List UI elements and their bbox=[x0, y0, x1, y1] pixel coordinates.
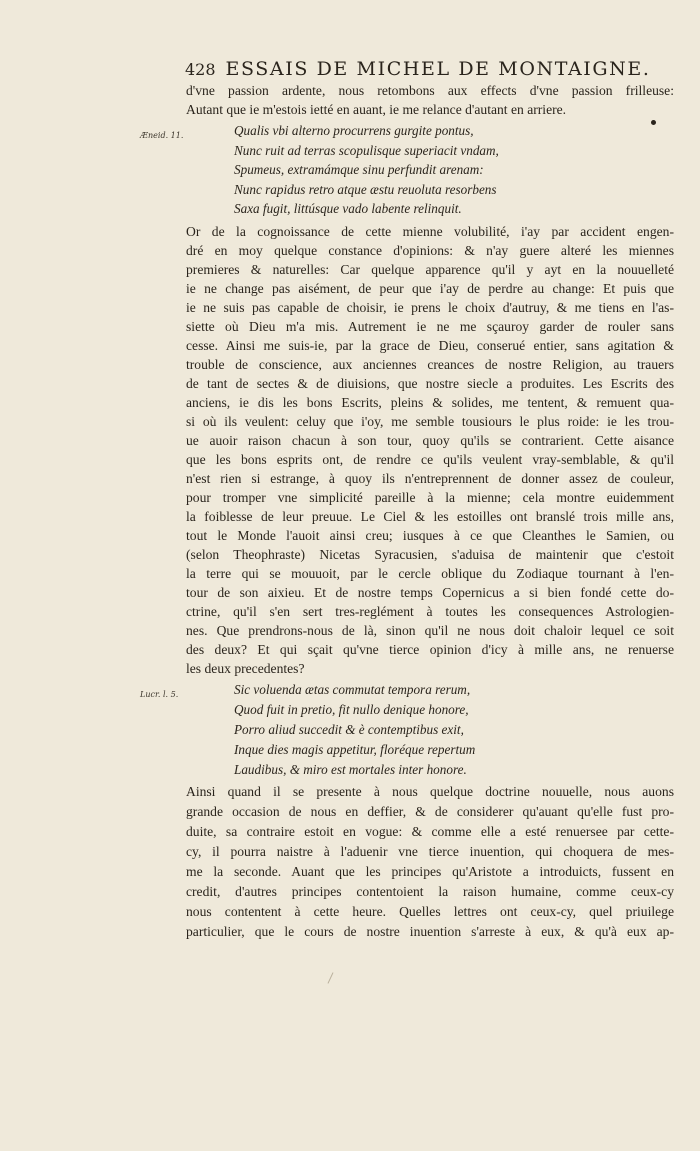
paragraph-line: nes. Que prendrons-nous de là, sinon qu'il ne nous doit chaloir lequel ce soit bbox=[186, 623, 674, 638]
paragraph-line: anciens, ie dis les bons Escrits, pleins & solides, me tentent, & remuent qua- bbox=[186, 395, 674, 410]
verse-line: Inque dies magis appetitur, floréque repertum bbox=[234, 742, 476, 757]
paragraph-line: cy, il pourra naistre à l'aduenir vne tierce inuention, qui choquera de mes- bbox=[186, 844, 674, 859]
verse-line: Saxa fugit, littúsque vado labente relinquit. bbox=[234, 201, 462, 216]
ink-dot bbox=[651, 120, 656, 125]
paragraph-line: la terre qui se mouuoit, par le cercle oblique du Zodiaque tournant à l'en- bbox=[186, 566, 674, 581]
paragraph-line: (selon Theophraste) Nicetas Syracusien, s'aduisa de maintenir que c'estoit bbox=[186, 547, 674, 562]
paragraph-line: premieres & naturelles: Car quelque apparence qu'il y ayt en la nouuelleté bbox=[186, 262, 674, 277]
verse-line: Quod fuit in pretio, fit nullo denique honore, bbox=[234, 702, 469, 717]
page-number: 428 bbox=[185, 60, 216, 79]
paragraph-line: duite, sa contraire estoit en vogue: & comme elle a esté renuersee par cette- bbox=[186, 824, 674, 839]
paragraph-line: ie ne change pas aisément, de peur que i'ay de perdre au change: Et puis que bbox=[186, 281, 674, 296]
paragraph-line: tour de son aixieu. Et de nostre temps Copernicus a si bien fondé cette do- bbox=[186, 585, 674, 600]
paragraph-line: ue auoir raison chacun à son tour, quoy qu'ils se contrarient. Cette aisance bbox=[186, 433, 674, 448]
paragraph-line: Or de la cognoissance de cette mienne volubilité, i'ay par accident engen- bbox=[186, 224, 674, 239]
paragraph-line: siette où Dieu m'a mis. Autrement ie ne me sçauroy garder de rouler sans bbox=[186, 319, 674, 334]
intro-line: d'vne passion ardente, nous retombons aux effects d'vne passion frilleuse: bbox=[186, 83, 674, 98]
paragraph-line: credit, d'autres principes contentoient la raison humaine, comme ceux-cy bbox=[186, 884, 674, 899]
paragraph-line: pour tromper vne simplicité pareille à la mienne; cela montre euidemment bbox=[186, 490, 674, 505]
paragraph-line: les deux precedentes? bbox=[186, 661, 305, 676]
paragraph-line: ctrine, qu'il s'en sert tres-reglément à toutes les consequences Astrologien- bbox=[186, 604, 674, 619]
paragraph-line: ie ne suis pas capable de choisir, ie prens le choix d'autruy, & me tiens en l'as- bbox=[186, 300, 674, 315]
paragraph-line: n'est rien si estrange, à quoy ils n'entreprennent de donner assez de couleur, bbox=[186, 471, 674, 486]
verse-line: Qualis vbi alterno procurrens gurgite pontus, bbox=[234, 123, 474, 138]
paragraph-line: trouble de conscience, aux anciennes creances de nostre Religion, au trauers bbox=[186, 357, 674, 372]
stray-mark bbox=[328, 972, 334, 983]
paragraph-line: me la seconde. Auant que les principes qu'Aristote a introduicts, fussent en bbox=[186, 864, 674, 879]
margin-note-lucretius: Lucr. l. 5. bbox=[140, 690, 179, 699]
paragraph-line: cesse. Ainsi me suis-ie, par la grace de Dieu, conserué entier, sans agitation & bbox=[186, 338, 674, 353]
paragraph-line: dré en moy quelque constance d'opinions: & n'ay guere alteré les miennes bbox=[186, 243, 674, 258]
paragraph-line: que les bons esprits ont, de rendre ce qu'ils veulent vray-semblable, & qu'il bbox=[186, 452, 674, 467]
paragraph-line: Ainsi quand il se presente à nous quelque doctrine nouuelle, nous auons bbox=[186, 784, 674, 799]
verse-line: Spumeus, extramámque sinu perfundit arenam: bbox=[234, 162, 484, 177]
verse-line: Nunc ruit ad terras scopulisque superiacit vndam, bbox=[234, 143, 499, 158]
margin-note-aeneid: Æneid. 11. bbox=[140, 131, 184, 140]
intro-line: Autant que ie m'estois ietté en auant, ie me relance d'autant en arriere. bbox=[186, 102, 567, 117]
paragraph-line: tout le Monde l'auoit ainsi creu; iusques à ce que Cleanthes le Samien, ou bbox=[186, 528, 674, 543]
verse-line: Laudibus, & miro est mortales inter honore. bbox=[234, 762, 467, 777]
running-title: ESSAIS DE MICHEL DE MONTAIGNE. bbox=[225, 58, 651, 80]
verse-line: Porro aliud succedit & è contemptibus exit, bbox=[234, 722, 464, 737]
verse-line: Nunc rapidus retro atque æstu reuoluta resorbens bbox=[234, 182, 497, 197]
paragraph-line: des deux? Et qui sçait qu'vne tierce opinion d'icy à mille ans, ne renuerse bbox=[186, 642, 674, 657]
paragraph-line: la foiblesse de leur preuue. Le Ciel & les estoilles ont branslé trois mille ans, bbox=[186, 509, 674, 524]
verse-line: Sic voluenda ætas commutat tempora rerum, bbox=[234, 682, 471, 697]
paragraph-line: de tant de sectes & de diuisions, que nostre siecle a produites. Les Escrits des bbox=[186, 376, 674, 391]
paragraph-line: nous contentent à cette heure. Quelles lettres ont ceux-cy, quel priuilege bbox=[186, 904, 674, 919]
paragraph-line: particulier, que le cours de nostre inuention s'arreste à eux, & qu'à eux ap- bbox=[186, 924, 674, 939]
running-header bbox=[185, 58, 651, 80]
paragraph-line: si où ils veulent: celuy que i'oy, me semble tousiours le plus roide: ie les trou- bbox=[186, 414, 674, 429]
paragraph-line: grande occasion de nous en deffier, & de considerer qu'auant qu'elle fust pro- bbox=[186, 804, 674, 819]
